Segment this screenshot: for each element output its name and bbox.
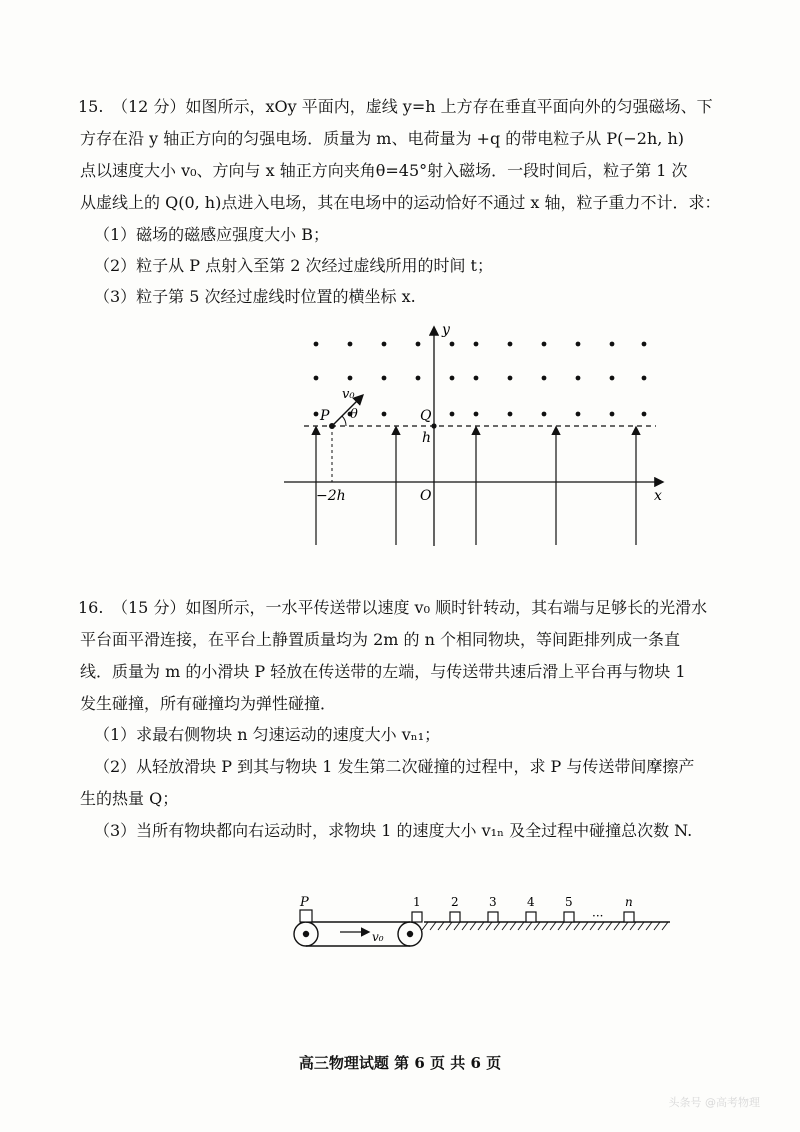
p-label: P [320, 408, 330, 424]
point-q [431, 423, 436, 428]
q15-sub-1: （1）磁场的磁感应强度大小 B； [94, 225, 330, 244]
minus2h-label: −2h [316, 488, 346, 504]
q16-line-1: （15 分）如图所示，一水平传送带以速度 v₀ 顺时针转动，其右端与足够长的光滑水 [112, 598, 708, 617]
q15-sub-3: （3）粒子第 5 次经过虚线时位置的横坐标 x. [94, 287, 416, 306]
block-1-label: 1 [413, 895, 421, 909]
q15-field-diagram [270, 320, 670, 550]
block-4-label: 4 [527, 895, 535, 909]
h-label: h [422, 430, 432, 446]
q16-sub-2: （2）从轻放滑块 P 到其与物块 1 发生第二次碰撞的过程中，求 P 与传送带间摩擦产 [94, 757, 695, 776]
belt-v0-label: v₀ [372, 930, 384, 944]
q16-conveyor-diagram [286, 888, 686, 958]
x-axis-label: x [654, 488, 662, 504]
q15-line-4: 从虚线上的 Q(0, h)点进入电场，其在电场中的运动恰好不通过 x 轴，粒子重力不计．求： [80, 193, 721, 212]
q15-line-3: 点以速度大小 v₀、方向与 x 轴正方向夹角θ=45°射入磁场．一段时间后，粒子第 1 次 [80, 161, 688, 180]
block-5-label: 5 [565, 895, 573, 909]
platform-hatching [422, 922, 668, 930]
q16-sub-2-cont: 生的热量 Q； [80, 789, 179, 808]
q16-line-4: 发生碰撞，所有碰撞均为弹性碰撞． [80, 694, 337, 713]
q16-sub-1: （1）求最右侧物块 n 匀速运动的速度大小 vₙ₁； [94, 725, 441, 744]
slider-p [300, 910, 312, 922]
block-3-label: 3 [489, 895, 497, 909]
conveyor-belt [294, 922, 422, 946]
block-2-label: 2 [451, 895, 459, 909]
theta-label: θ [350, 407, 358, 422]
page-footer: 高三物理试题 第 6 页 共 6 页 [298, 1054, 502, 1072]
q16-sub-3: （3）当所有物块都向右运动时，求物块 1 的速度大小 v₁ₙ 及全过程中碰撞总次数 N. [94, 821, 693, 840]
q16-number: 16. [78, 598, 104, 617]
slider-p-label: P [300, 895, 309, 910]
origin-label: O [420, 488, 432, 504]
y-axis-label: y [442, 322, 450, 338]
v0-label: v₀ [342, 387, 355, 402]
q-label: Q [420, 408, 432, 424]
q16-line-2: 平台面平滑连接，在平台上静置质量均为 2m 的 n 个相同物块，等间距排列成一条直 [80, 630, 681, 649]
q15-number: 15. [78, 97, 104, 116]
q16-line-3: 线．质量为 m 的小滑块 P 轻放在传送带的左端，与传送带共速后滑上平台再与物块 1 [80, 662, 686, 681]
electric-field-arrows [316, 428, 636, 545]
q15-line-1: （12 分）如图所示，xOy 平面内，虚线 y=h 上方存在垂直平面向外的匀强磁场、下 [112, 97, 713, 116]
q15-line-2: 方存在沿 y 轴正方向的匀强电场．质量为 m、电荷量为 +q 的带电粒子从 P(−2h, h) [80, 129, 684, 148]
magnetic-field-dots [314, 342, 647, 417]
q15-sub-2: （2）粒子从 P 点射入至第 2 次经过虚线所用的时间 t； [94, 256, 493, 275]
theta-arc [342, 416, 346, 426]
block-dots: ··· [592, 909, 604, 923]
block-n-label: n [625, 895, 633, 909]
watermark: 头条号 @高考物理 [668, 1096, 760, 1109]
